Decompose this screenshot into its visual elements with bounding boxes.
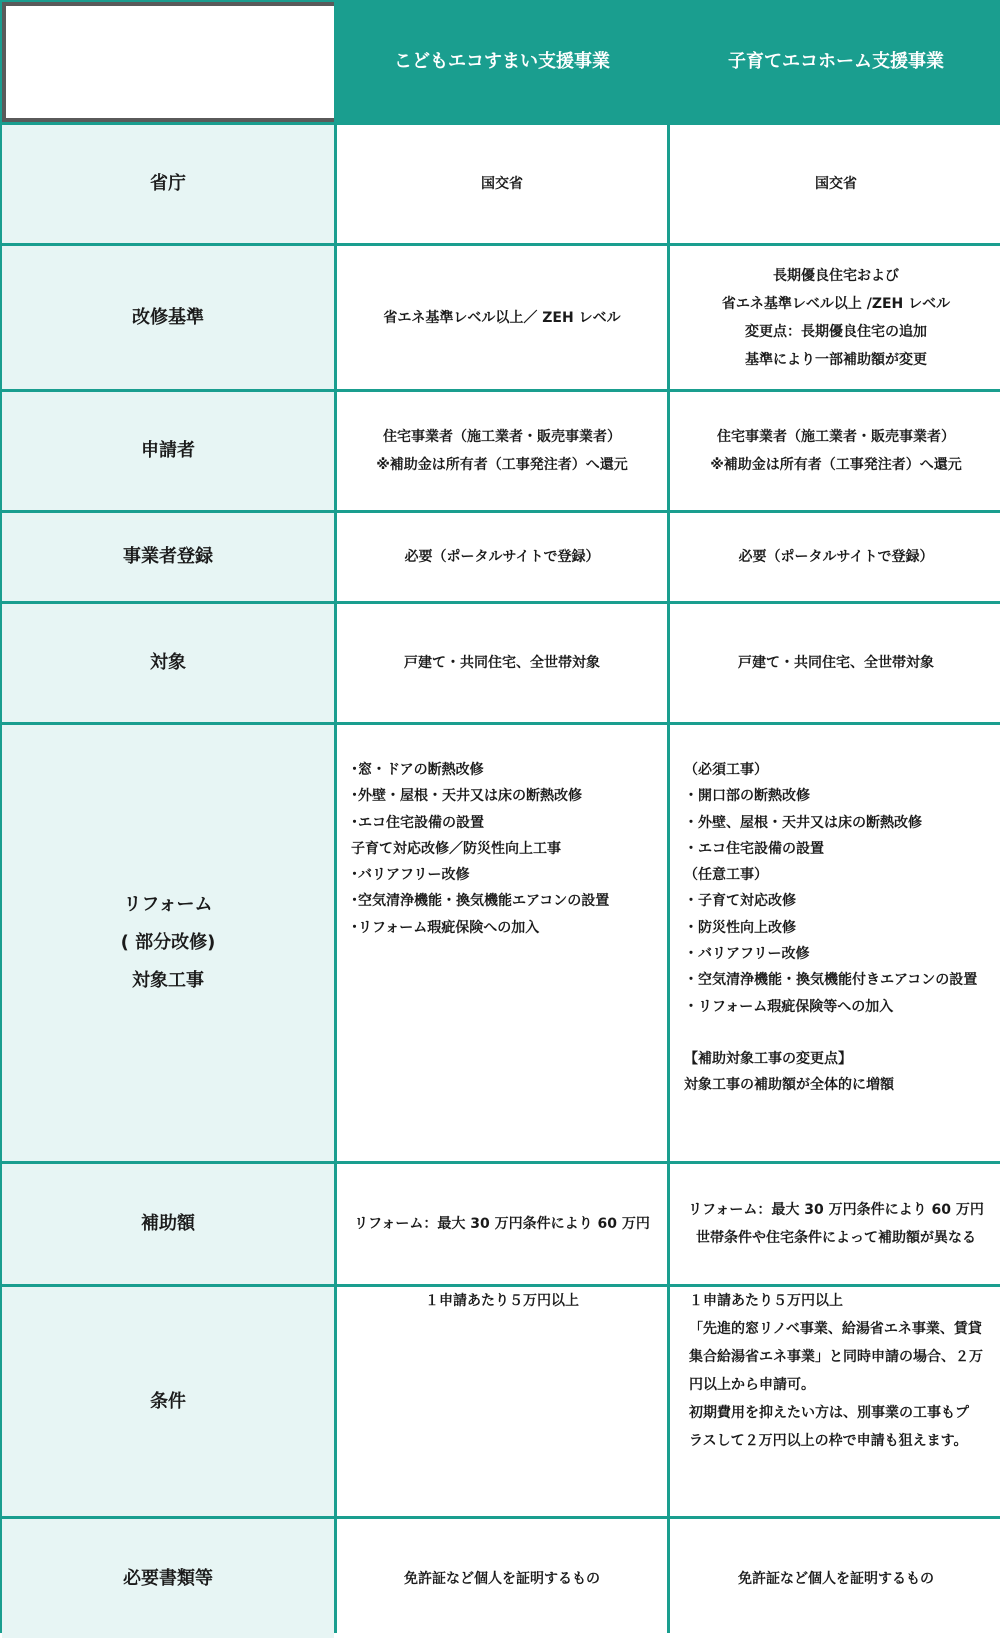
list-item: （必須工事） xyxy=(684,762,768,778)
text-line: 世帯条件や住宅条件によって補助額が異なる xyxy=(696,1230,976,1246)
text-line: 基準により一部補助額が変更 xyxy=(745,351,927,368)
list-item: ・開口部の断熱改修 xyxy=(684,788,810,805)
row-label-applicant: 申請者 xyxy=(2,392,334,510)
list-item: ･外壁・屋根・天井又は床の断熱改修 xyxy=(351,788,582,805)
subsidy-col2 xyxy=(670,1164,1000,1284)
row-label-subsidy: 補助額 xyxy=(2,1164,334,1284)
text-line: 対象工事 xyxy=(132,970,204,991)
list-item: ･窓・ドアの断熱改修 xyxy=(351,762,484,778)
registration-col1: 必要（ポータルサイトで登録） xyxy=(337,513,667,601)
text-line: ※補助金は所有者（工事発注者）へ還元 xyxy=(710,457,962,473)
list-item: ・子育て対応改修 xyxy=(684,893,796,910)
column-header-kodomo-eco: こどもエコすまい支援事業 xyxy=(337,2,667,122)
list-item: ･空気清浄機能・換気機能エアコンの設置 xyxy=(351,893,610,910)
list-item: ・空気清浄機能・換気機能付きエアコンの設置 xyxy=(684,972,978,989)
text-line: 円以上から申請可。 xyxy=(689,1377,815,1393)
row-label-reform xyxy=(2,725,334,1161)
reform-col2-list xyxy=(684,757,977,1099)
text-line: 住宅事業者（施工業者・販売事業者） xyxy=(383,429,621,445)
table-corner xyxy=(2,2,334,122)
ministry-col1: 国交省 xyxy=(337,125,667,243)
text-line: 初期費用を抑えたい方は、別事業の工事もプ xyxy=(689,1405,969,1421)
subsidy-col1: リフォーム：最大 30 万円条件により 60 万円 xyxy=(337,1164,667,1284)
list-item: ・バリアフリー改修 xyxy=(684,946,810,963)
spacer xyxy=(684,1020,977,1046)
list-item: 子育て対応改修／防災性向上工事 xyxy=(351,840,561,857)
text-line: １申請あたり５万円以上 xyxy=(689,1293,843,1309)
reform-col1-list xyxy=(351,757,609,941)
conditions-col2-text xyxy=(689,1287,983,1455)
registration-col2: 必要（ポータルサイトで登録） xyxy=(670,513,1000,601)
text-line: 「先進的窓リノベ事業、給湯省エネ事業、賃貸 xyxy=(689,1321,982,1337)
list-item: ･バリアフリー改修 xyxy=(351,867,470,884)
list-item: ・エコ住宅設備の設置 xyxy=(684,840,824,857)
text-line: リフォーム xyxy=(123,894,213,915)
text-line: 変更点：長期優良住宅の追加 xyxy=(745,323,927,340)
text-line: 住宅事業者（施工業者・販売事業者） xyxy=(717,429,955,445)
list-item: ･エコ住宅設備の設置 xyxy=(351,814,484,831)
applicant-col2 xyxy=(670,392,1000,510)
text-line: １申請あたり５万円以上 xyxy=(425,1293,579,1309)
row-label-documents: 必要書類等 xyxy=(2,1519,334,1638)
standard-col2 xyxy=(670,246,1000,389)
text-line: 集合給湯省エネ事業」と同時申請の場合、２万 xyxy=(689,1349,983,1365)
target-col1: 戸建て・共同住宅、全世帯対象 xyxy=(337,604,667,722)
reform-col1 xyxy=(337,725,667,1161)
applicant-col1 xyxy=(337,392,667,510)
documents-col1: 免許証など個人を証明するもの xyxy=(337,1519,667,1638)
row-label-ministry: 省庁 xyxy=(2,125,334,243)
note-line: 【補助対象工事の変更点】 xyxy=(684,1050,852,1067)
text-line: ※補助金は所有者（工事発注者）へ還元 xyxy=(376,457,628,473)
conditions-col1 xyxy=(337,1287,667,1516)
list-item: ・外壁、屋根・天井又は床の断熱改修 xyxy=(684,814,922,831)
row-label-registration: 事業者登録 xyxy=(2,513,334,601)
conditions-col2 xyxy=(670,1287,1000,1516)
text-line: リフォーム：最大 30 万円条件により 60 万円 xyxy=(688,1202,984,1218)
list-item: ・防災性向上改修 xyxy=(684,919,796,936)
list-item: （任意工事） xyxy=(684,867,768,884)
row-label-standard: 改修基準 xyxy=(2,246,334,389)
text-line: 省エネ基準レベル以上 /ZEH レベル xyxy=(721,295,951,312)
column-header-kosodate-eco-home: 子育てエコホーム支援事業 xyxy=(670,2,1000,122)
text-line: ラスして２万円以上の枠で申請も狙えます。 xyxy=(689,1433,968,1449)
list-item: ･リフォーム瑕疵保険への加入 xyxy=(351,919,540,936)
ministry-col2: 国交省 xyxy=(670,125,1000,243)
list-item: ・リフォーム瑕疵保険等への加入 xyxy=(684,998,894,1015)
standard-col1: 省エネ基準レベル以上／ ZEH レベル xyxy=(337,246,667,389)
note-line: 対象工事の補助額が全体的に増額 xyxy=(684,1077,894,1094)
row-label-conditions: 条件 xyxy=(2,1287,334,1516)
target-col2: 戸建て・共同住宅、全世帯対象 xyxy=(670,604,1000,722)
text-line: ( 部分改修) xyxy=(120,932,216,953)
reform-col2 xyxy=(670,725,1000,1161)
text-line: 長期優良住宅および xyxy=(773,267,899,284)
documents-col2: 免許証など個人を証明するもの xyxy=(670,1519,1000,1638)
row-label-target: 対象 xyxy=(2,604,334,722)
